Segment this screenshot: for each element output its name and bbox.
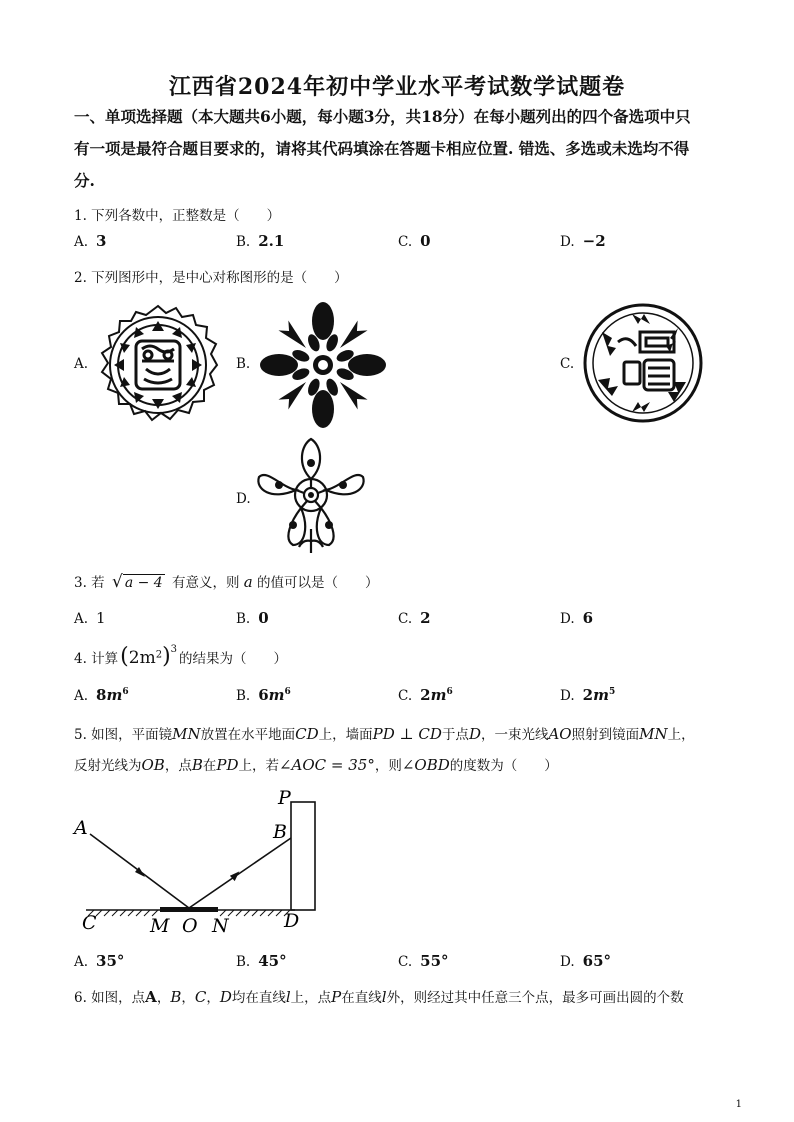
q5-stem-line-1: 5. 如图，平面镜MN放置在水平地面CD上，墙面PD ⊥ CD于点D，一束光线AO照射到镜面MN上， bbox=[74, 725, 695, 743]
q2-figure-b-flower[interactable] bbox=[258, 300, 388, 430]
q2-option-d-label[interactable]: D. bbox=[236, 491, 251, 507]
q4-option-a[interactable]: A. $8m^6$ bbox=[74, 686, 129, 704]
q2-option-b-label[interactable]: B. bbox=[236, 356, 251, 372]
section-1-instructions bbox=[74, 101, 746, 197]
q4-stem: 4. 计算$(2m^2)^3$的结果为（ ） bbox=[74, 643, 288, 669]
q5-option-d[interactable]: D. 65° bbox=[560, 952, 612, 970]
q6-stem: 6. 如图，点A，B，C，D均在直线l上，点P在直线l外，则经过其中任意三个点，最多可画出圆的个数 bbox=[74, 988, 684, 1006]
q5-option-b[interactable]: B. 45° bbox=[236, 952, 287, 970]
label-b: B bbox=[273, 821, 287, 843]
q5-option-a[interactable]: A. 35° bbox=[74, 952, 125, 970]
label-m: M bbox=[150, 915, 170, 936]
label-p: P bbox=[278, 787, 291, 809]
q1-option-b[interactable]: B. 2.1 bbox=[236, 232, 285, 250]
q4-option-d[interactable]: D. $2m^5$ bbox=[560, 686, 616, 704]
label-o: O bbox=[182, 915, 198, 936]
q2-figure-c-medallion[interactable] bbox=[582, 302, 704, 424]
q5-option-c[interactable]: C. 55° bbox=[398, 952, 449, 970]
label-d: D bbox=[284, 910, 300, 932]
q3-stem: 3. 若 √ a − 4 有意义，则 a 的值可以是（ ） bbox=[74, 572, 379, 592]
page-title: 江西省2024年初中学业水平考试数学试题卷 bbox=[168, 74, 626, 100]
wall-pd bbox=[291, 802, 315, 910]
q3-option-b[interactable]: B. 0 bbox=[236, 609, 269, 627]
q3-option-a[interactable]: A. 1 bbox=[74, 609, 106, 627]
q3-sqrt-expression: √ a − 4 bbox=[111, 572, 163, 592]
q1-option-d[interactable]: D. −2 bbox=[560, 232, 606, 250]
label-n: N bbox=[212, 915, 229, 936]
q5-stem-line-2: 反射光线为OB，点B在PD上，若∠AOC = 35°，则∠OBD的度数为（ ） bbox=[74, 756, 558, 774]
section-1-line-2: 有一项是最符合题目要求的，请将其代码填涂在答题卡相应位置. 错选、多选或未选均不得 bbox=[74, 139, 690, 158]
label-c: C bbox=[82, 912, 97, 934]
q1-stem: 1. 下列各数中，正整数是（ ） bbox=[74, 208, 281, 224]
page-number: 1 bbox=[735, 1099, 742, 1110]
q1-option-a[interactable]: A. 3 bbox=[74, 232, 107, 250]
label-a: A bbox=[74, 817, 88, 839]
q2-option-a-label[interactable]: A. bbox=[74, 356, 89, 372]
section-1-line-3: 分. bbox=[74, 171, 95, 190]
q3-option-d[interactable]: D. 6 bbox=[560, 609, 594, 627]
q1-option-c[interactable]: C. 0 bbox=[398, 232, 431, 250]
q4-option-c[interactable]: C. $2m^6$ bbox=[398, 686, 453, 704]
q2-stem: 2. 下列图形中，是中心对称图形的是（ ） bbox=[74, 270, 348, 286]
q3-option-c[interactable]: C. 2 bbox=[398, 609, 431, 627]
q2-figure-a-seal[interactable] bbox=[96, 303, 220, 427]
reflected-ray-ob bbox=[189, 838, 291, 908]
section-1-line-1: 一、单项选择题（本大题共6小题，每小题3分，共18分）在每小题列出的四个备选项中只 bbox=[74, 107, 691, 126]
q4-option-b[interactable]: B. $6m^6$ bbox=[236, 686, 291, 704]
q2-figure-d-lotus[interactable] bbox=[256, 437, 366, 555]
q4-expression: $(2m^2)^3$ bbox=[120, 643, 178, 669]
q2-option-c-label[interactable]: C. bbox=[560, 356, 575, 372]
q5-mirror-diagram bbox=[70, 786, 330, 936]
